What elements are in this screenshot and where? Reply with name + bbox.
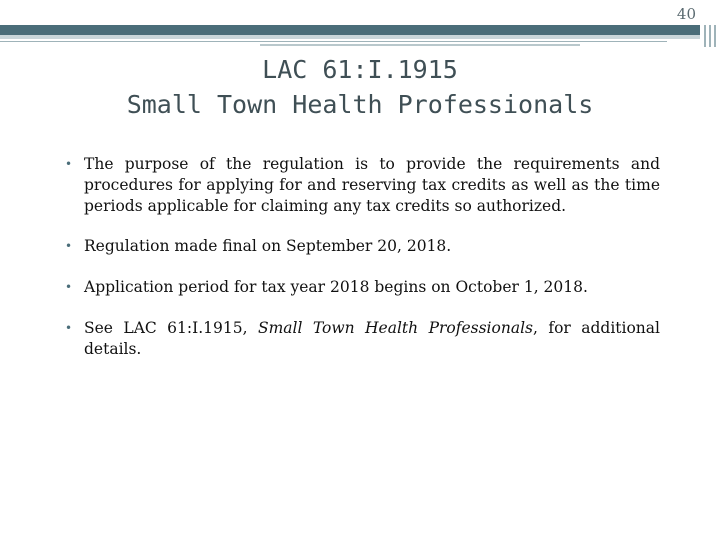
slide-title — [0, 52, 720, 122]
page-number: 40 — [676, 5, 696, 23]
bullet-item-purpose — [62, 154, 660, 217]
bullet-text: Regulation made final on September 20, 2018. — [84, 237, 452, 255]
title-line-2: Small Town Health Professionals — [126, 90, 594, 119]
bullet-text-suffix: , for additional details. — [84, 319, 660, 358]
corner-stripes — [702, 25, 720, 47]
bullet-icon: • — [65, 157, 73, 171]
title-line-1: LAC 61:I.1915 — [262, 55, 458, 84]
header-rule — [0, 41, 667, 42]
bullet-item-application-period — [62, 277, 660, 298]
bullet-icon: • — [65, 280, 73, 294]
bullet-icon: • — [65, 239, 73, 253]
bullet-list — [62, 154, 660, 379]
bullet-text-italic: Small Town Health Professionals — [257, 319, 533, 337]
bullet-text-prefix: See LAC 61:I.1915, — [84, 319, 258, 337]
bullet-item-regulation-final — [62, 236, 660, 257]
bullet-text: The purpose of the regulation is to provide the requirements and procedures for applying for and reserving tax credits as well as the time periods applicable for claiming any tax credits so authorized. — [84, 155, 660, 215]
bullet-text: Application period for tax year 2018 begins on October 1, 2018. — [84, 278, 588, 296]
bullet-icon: • — [65, 321, 73, 335]
bullet-item-see-lac — [62, 318, 660, 360]
header-bar — [0, 25, 700, 35]
header-rule-short — [260, 44, 580, 46]
header-bar-light — [0, 35, 700, 39]
